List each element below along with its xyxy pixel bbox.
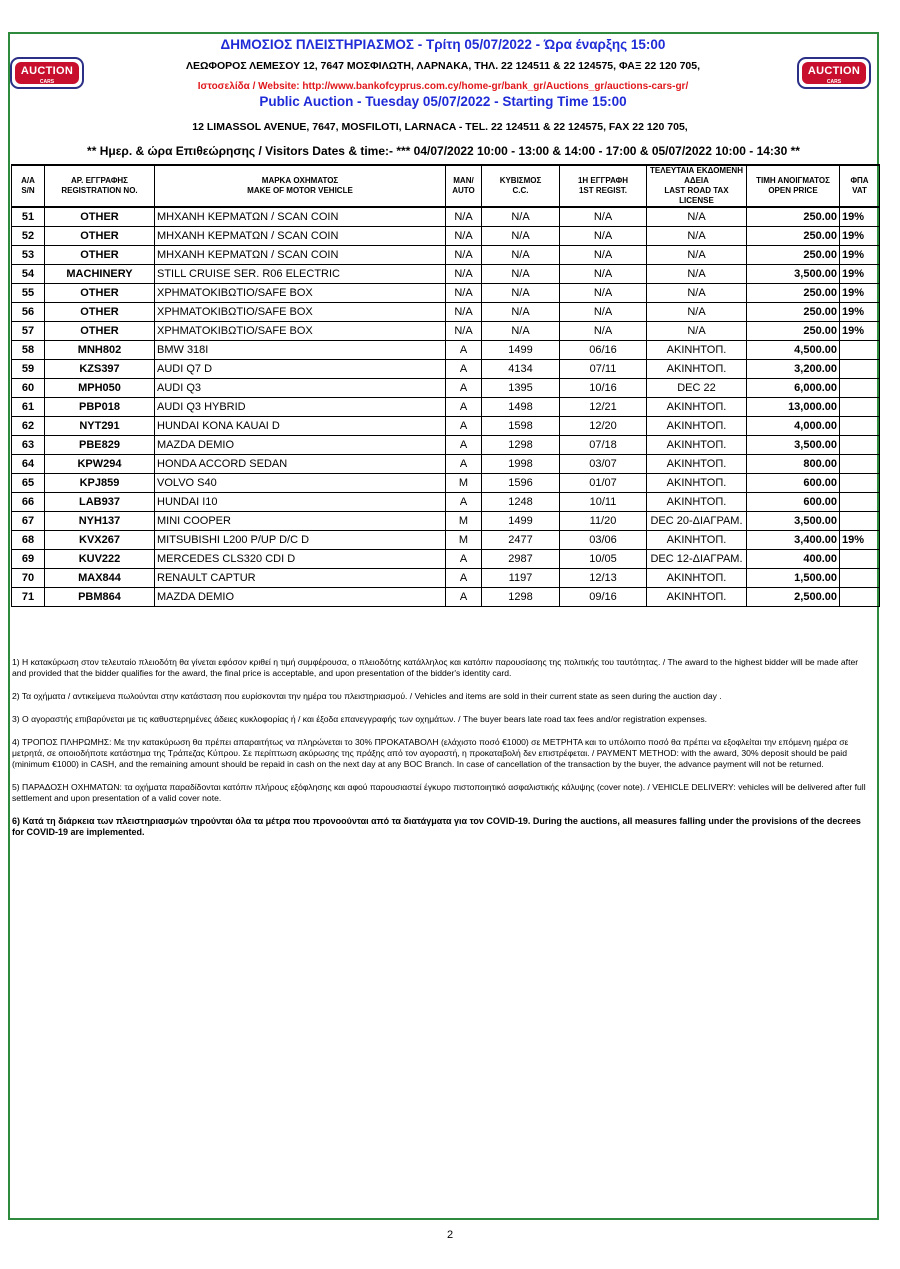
cell-make: RENAULT CAPTUR xyxy=(155,569,446,588)
cell-transmission: N/A xyxy=(446,303,482,322)
cell-open-price: 1,500.00 xyxy=(747,569,840,588)
header-registration: ΑΡ. ΕΓΓΡΑΦΗΣ REGISTRATION NO. xyxy=(45,165,155,207)
table-row xyxy=(12,265,880,284)
cell-registration: MAX844 xyxy=(45,569,155,588)
cell-first-registration: 10/05 xyxy=(560,550,647,569)
table-row xyxy=(12,455,880,474)
cell-transmission: N/A xyxy=(446,322,482,341)
cell-open-price: 4,500.00 xyxy=(747,341,840,360)
cell-first-registration: 10/11 xyxy=(560,493,647,512)
cell-first-registration: N/A xyxy=(560,284,647,303)
cell-cc: 4134 xyxy=(482,360,560,379)
cell-transmission: N/A xyxy=(446,227,482,246)
cell-transmission: A xyxy=(446,588,482,607)
header-open-price: ΤΙΜΗ ΑΝΟΙΓΜΑΤΟΣ OPEN PRICE xyxy=(747,165,840,207)
cell-registration: MNH802 xyxy=(45,341,155,360)
cell-registration: MACHINERY xyxy=(45,265,155,284)
cell-road-tax: N/A xyxy=(647,207,747,227)
note-3: 3) Ο αγοραστής επιβαρύνεται με τις καθυστερημένες άδειες κυκλοφορίας ή / και έξοδα επανεγγραφής των οχημάτων. / The buyer bears late road tax fees and/or registration expenses. xyxy=(12,714,708,724)
cell-make: ΜΗΧΑΝΗ ΚΕΡΜΑΤΩΝ / SCAN COIN xyxy=(155,227,446,246)
cell-registration: KPW294 xyxy=(45,455,155,474)
visitors-dates: ** Ημερ. & ώρα Επιθεώρησης / Visitors Dates & time:- *** 04/07/2022 10:00 - 13:00 & 14:00 - 17:00 & 05/07/2022 10:00 - 14:30 ** xyxy=(87,144,800,158)
cell-cc: 1298 xyxy=(482,436,560,455)
cell-first-registration: N/A xyxy=(560,207,647,227)
cell-registration: OTHER xyxy=(45,207,155,227)
cell-road-tax: ΑΚΙΝΗΤΟΠ. xyxy=(647,455,747,474)
terms-notes xyxy=(12,657,868,850)
cell-transmission: N/A xyxy=(446,284,482,303)
table-row xyxy=(12,436,880,455)
cell-transmission: M xyxy=(446,512,482,531)
cell-transmission: N/A xyxy=(446,246,482,265)
cell-transmission: A xyxy=(446,493,482,512)
cell-road-tax: ΑΚΙΝΗΤΟΠ. xyxy=(647,569,747,588)
cell-vat xyxy=(840,455,880,474)
cell-sn: 64 xyxy=(12,455,45,474)
cell-make: HUNDAI I10 xyxy=(155,493,446,512)
cell-transmission: M xyxy=(446,531,482,550)
page-number: 2 xyxy=(446,1229,454,1241)
cell-cc: 1596 xyxy=(482,474,560,493)
cell-sn: 68 xyxy=(12,531,45,550)
cell-first-registration: 01/07 xyxy=(560,474,647,493)
cell-registration: PBP018 xyxy=(45,398,155,417)
cell-open-price: 250.00 xyxy=(747,303,840,322)
cell-transmission: M xyxy=(446,474,482,493)
cell-transmission: A xyxy=(446,550,482,569)
cell-road-tax: DEC 20-ΔΙΑΓΡΑΜ. xyxy=(647,512,747,531)
cell-road-tax: ΑΚΙΝΗΤΟΠ. xyxy=(647,588,747,607)
cell-registration: OTHER xyxy=(45,246,155,265)
cell-cc: N/A xyxy=(482,207,560,227)
cell-registration: OTHER xyxy=(45,284,155,303)
cell-first-registration: 12/21 xyxy=(560,398,647,417)
cell-vat: 19% xyxy=(840,265,880,284)
cell-transmission: A xyxy=(446,341,482,360)
cell-open-price: 2,500.00 xyxy=(747,588,840,607)
cell-open-price: 600.00 xyxy=(747,493,840,512)
cell-make: HONDA ACCORD SEDAN xyxy=(155,455,446,474)
cell-open-price: 250.00 xyxy=(747,207,840,227)
cell-open-price: 600.00 xyxy=(747,474,840,493)
cell-sn: 53 xyxy=(12,246,45,265)
cell-cc: 2477 xyxy=(482,531,560,550)
cell-vat xyxy=(840,379,880,398)
cell-first-registration: N/A xyxy=(560,322,647,341)
cell-transmission: N/A xyxy=(446,265,482,284)
cell-cc: 1598 xyxy=(482,417,560,436)
cell-road-tax: ΑΚΙΝΗΤΟΠ. xyxy=(647,398,747,417)
logo-subword: CARS xyxy=(39,79,55,85)
cell-make: STILL CRUISE SER. R06 ELECTRIC xyxy=(155,265,446,284)
cell-sn: 55 xyxy=(12,284,45,303)
cell-transmission: A xyxy=(446,398,482,417)
cell-make: ΜΗΧΑΝΗ ΚΕΡΜΑΤΩΝ / SCAN COIN xyxy=(155,207,446,227)
cell-sn: 62 xyxy=(12,417,45,436)
table-body xyxy=(12,207,880,607)
cell-sn: 71 xyxy=(12,588,45,607)
cell-first-registration: N/A xyxy=(560,303,647,322)
cell-cc: 1197 xyxy=(482,569,560,588)
header-first-registration: 1Η ΕΓΓΡΑΦΗ 1ST REGIST. xyxy=(560,165,647,207)
cell-make: MINI COOPER xyxy=(155,512,446,531)
cell-make: HUNDAI KONA KAUAI D xyxy=(155,417,446,436)
cell-registration: OTHER xyxy=(45,322,155,341)
auction-cars-logo xyxy=(797,57,871,89)
cell-vat xyxy=(840,569,880,588)
cell-first-registration: 07/11 xyxy=(560,360,647,379)
table-row xyxy=(12,322,880,341)
cell-transmission: A xyxy=(446,569,482,588)
cell-cc: N/A xyxy=(482,265,560,284)
header-make: ΜΑΡΚΑ ΟΧΗΜΑΤΟΣ MAKE OF MOTOR VEHICLE xyxy=(155,165,446,207)
cell-first-registration: 11/20 xyxy=(560,512,647,531)
cell-make: MERCEDES CLS320 CDI D xyxy=(155,550,446,569)
cell-sn: 52 xyxy=(12,227,45,246)
cell-cc: N/A xyxy=(482,303,560,322)
cell-open-price: 250.00 xyxy=(747,246,840,265)
cell-cc: 1248 xyxy=(482,493,560,512)
header-transmission: MAN/ AUTO xyxy=(446,165,482,207)
cell-vat xyxy=(840,436,880,455)
table-row xyxy=(12,588,880,607)
cell-sn: 56 xyxy=(12,303,45,322)
table-row xyxy=(12,417,880,436)
cell-transmission: A xyxy=(446,379,482,398)
cell-vat xyxy=(840,474,880,493)
title-greek: ΔΗΜΟΣΙΟΣ ΠΛΕΙΣΤΗΡΙΑΣΜΟΣ - Τρίτη 05/07/2022 - Ώρα έναρξης 15:00 xyxy=(220,37,666,52)
cell-vat: 19% xyxy=(840,207,880,227)
cell-registration: MPH050 xyxy=(45,379,155,398)
cell-road-tax: N/A xyxy=(647,246,747,265)
cell-registration: PBM864 xyxy=(45,588,155,607)
cell-vat xyxy=(840,360,880,379)
cell-transmission: N/A xyxy=(446,207,482,227)
cell-first-registration: 10/16 xyxy=(560,379,647,398)
cell-first-registration: 03/06 xyxy=(560,531,647,550)
cell-sn: 65 xyxy=(12,474,45,493)
cell-open-price: 800.00 xyxy=(747,455,840,474)
note-6: 6) Κατά τη διάρκεια των πλειστηριασμών τηρούνται όλα τα μέτρα που προνοούνται από τα διατάγματα για τον COVID-19. During the auctions, all measures falling under the provisions of the decrees for COVID-19 are implemented. xyxy=(12,816,861,837)
cell-first-registration: 07/18 xyxy=(560,436,647,455)
cell-road-tax: ΑΚΙΝΗΤΟΠ. xyxy=(647,341,747,360)
cell-cc: N/A xyxy=(482,284,560,303)
cell-road-tax: ΑΚΙΝΗΤΟΠ. xyxy=(647,436,747,455)
cell-vat xyxy=(840,493,880,512)
cell-vat: 19% xyxy=(840,284,880,303)
auction-lots-table xyxy=(11,164,880,607)
cell-road-tax: DEC 12-ΔΙΑΓΡΑΜ. xyxy=(647,550,747,569)
cell-make: AUDI Q7 D xyxy=(155,360,446,379)
table-row xyxy=(12,303,880,322)
cell-cc: 2987 xyxy=(482,550,560,569)
cell-open-price: 3,500.00 xyxy=(747,436,840,455)
cell-sn: 57 xyxy=(12,322,45,341)
cell-road-tax: N/A xyxy=(647,284,747,303)
cell-vat: 19% xyxy=(840,246,880,265)
header-vat: ΦΠΑ VAT xyxy=(840,165,880,207)
cell-cc: 1998 xyxy=(482,455,560,474)
cell-registration: OTHER xyxy=(45,227,155,246)
cell-vat xyxy=(840,398,880,417)
cell-sn: 69 xyxy=(12,550,45,569)
table-row xyxy=(12,379,880,398)
cell-open-price: 3,400.00 xyxy=(747,531,840,550)
cell-first-registration: 12/13 xyxy=(560,569,647,588)
cell-transmission: A xyxy=(446,417,482,436)
cell-cc: 1498 xyxy=(482,398,560,417)
table-row xyxy=(12,512,880,531)
cell-registration: PBE829 xyxy=(45,436,155,455)
cell-first-registration: 03/07 xyxy=(560,455,647,474)
cell-make: ΜΗΧΑΝΗ ΚΕΡΜΑΤΩΝ / SCAN COIN xyxy=(155,246,446,265)
cell-cc: 1499 xyxy=(482,512,560,531)
table-row xyxy=(12,398,880,417)
cell-open-price: 250.00 xyxy=(747,322,840,341)
cell-transmission: A xyxy=(446,455,482,474)
cell-open-price: 4,000.00 xyxy=(747,417,840,436)
table-row xyxy=(12,207,880,227)
table-row xyxy=(12,341,880,360)
cell-first-registration: 06/16 xyxy=(560,341,647,360)
cell-sn: 61 xyxy=(12,398,45,417)
cell-open-price: 400.00 xyxy=(747,550,840,569)
cell-make: ΧΡΗΜΑΤΟΚΙΒΩΤΙΟ/SAFE BOX xyxy=(155,303,446,322)
address-english: 12 LIMASSOL AVENUE, 7647, MOSFILOTI, LARNACA - TEL. 22 124511 & 22 124575, FAX 22 120 705, xyxy=(192,121,688,133)
cell-cc: N/A xyxy=(482,227,560,246)
note-1: 1) Η κατακύρωση στον τελευταίο πλειοδότη θα γίνεται εφόσον κριθεί η τιμή συμφέρουσα, ο πλειοδότης κατάλληλος και κατόπιν παρουσίασης της πολιτικής του ταυτότητας. / The award to the highest bidder will be made after and provided that the bidder qualifies for the award, the final price is acceptable, and upon presentation of the bidder's identity card. xyxy=(12,657,859,678)
cell-sn: 63 xyxy=(12,436,45,455)
cell-first-registration: N/A xyxy=(560,265,647,284)
address-greek: ΛΕΩΦΟΡΟΣ ΛΕΜΕΣΟΥ 12, 7647 ΜΟΣΦΙΛΩΤΗ, ΛΑΡΝΑΚΑ, ΤΗΛ. 22 124511 & 22 124575, ΦΑΞ 22 120 705, xyxy=(185,60,701,72)
cell-transmission: A xyxy=(446,360,482,379)
cell-make: VOLVO S40 xyxy=(155,474,446,493)
cell-vat xyxy=(840,512,880,531)
table-row xyxy=(12,360,880,379)
cell-vat xyxy=(840,341,880,360)
cell-first-registration: N/A xyxy=(560,246,647,265)
cell-registration: KPJ859 xyxy=(45,474,155,493)
cell-sn: 58 xyxy=(12,341,45,360)
cell-registration: KVX267 xyxy=(45,531,155,550)
title-english: Public Auction - Tuesday 05/07/2022 - Starting Time 15:00 xyxy=(259,94,627,109)
cell-vat xyxy=(840,550,880,569)
cell-cc: 1298 xyxy=(482,588,560,607)
cell-vat: 19% xyxy=(840,322,880,341)
table-row xyxy=(12,531,880,550)
logo-word: AUCTION xyxy=(20,65,74,77)
cell-make: AUDI Q3 HYBRID xyxy=(155,398,446,417)
cell-vat xyxy=(840,588,880,607)
cell-cc: 1499 xyxy=(482,341,560,360)
cell-cc: N/A xyxy=(482,322,560,341)
cell-sn: 54 xyxy=(12,265,45,284)
table-row xyxy=(12,227,880,246)
cell-vat: 19% xyxy=(840,531,880,550)
cell-vat: 19% xyxy=(840,227,880,246)
auction-cars-logo xyxy=(10,57,84,89)
cell-road-tax: ΑΚΙΝΗΤΟΠ. xyxy=(647,360,747,379)
note-2: 2) Τα οχήματα / αντικείμενα πωλούνται στην κατάσταση που ευρίσκονται την ημέρα του πλειστηριασμού. / Vehicles and items are sold in their current state as seen during the auction day . xyxy=(12,691,722,701)
table-row xyxy=(12,474,880,493)
header-sn: Α/Α S/N xyxy=(12,165,45,207)
cell-road-tax: ΑΚΙΝΗΤΟΠ. xyxy=(647,417,747,436)
cell-open-price: 13,000.00 xyxy=(747,398,840,417)
cell-cc: 1395 xyxy=(482,379,560,398)
cell-cc: N/A xyxy=(482,246,560,265)
table-row xyxy=(12,550,880,569)
website-link[interactable]: Ιστοσελίδα / Website: http://www.bankofcyprus.com.cy/home-gr/bank_gr/Auctions_gr/auctions-cars-gr/ xyxy=(197,81,689,92)
table-row xyxy=(12,493,880,512)
table-row xyxy=(12,569,880,588)
cell-sn: 67 xyxy=(12,512,45,531)
header-cc: ΚΥΒΙΣΜΟΣ C.C. xyxy=(482,165,560,207)
cell-road-tax: ΑΚΙΝΗΤΟΠ. xyxy=(647,474,747,493)
cell-first-registration: 09/16 xyxy=(560,588,647,607)
cell-road-tax: N/A xyxy=(647,322,747,341)
cell-registration: KUV222 xyxy=(45,550,155,569)
table-row xyxy=(12,284,880,303)
cell-road-tax: N/A xyxy=(647,303,747,322)
cell-open-price: 3,500.00 xyxy=(747,512,840,531)
cell-sn: 59 xyxy=(12,360,45,379)
cell-registration: LAB937 xyxy=(45,493,155,512)
cell-road-tax: N/A xyxy=(647,265,747,284)
cell-registration: NYH137 xyxy=(45,512,155,531)
cell-make: ΧΡΗΜΑΤΟΚΙΒΩΤΙΟ/SAFE BOX xyxy=(155,284,446,303)
note-5: 5) ΠΑΡΑΔΟΣΗ ΟΧΗΜΑΤΩΝ: τα οχήματα παραδίδονται κατόπιν πλήρους εξόφλησης και αφού παρουσιαστεί έγκυρο πιστοποιητικό ασφαλιστικής κάλυψης (cover note). / VEHICLE DELIVERY: vehicles will be delivered after full settlement and upon presentation of a valid cover note. xyxy=(12,782,866,803)
cell-open-price: 3,500.00 xyxy=(747,265,840,284)
cell-make: MITSUBISHI L200 P/UP D/C D xyxy=(155,531,446,550)
cell-make: BMW 318I xyxy=(155,341,446,360)
cell-registration: NYT291 xyxy=(45,417,155,436)
cell-registration: OTHER xyxy=(45,303,155,322)
cell-road-tax: ΑΚΙΝΗΤΟΠ. xyxy=(647,531,747,550)
cell-make: AUDI Q3 xyxy=(155,379,446,398)
cell-make: ΧΡΗΜΑΤΟΚΙΒΩΤΙΟ/SAFE BOX xyxy=(155,322,446,341)
table-row xyxy=(12,246,880,265)
cell-vat: 19% xyxy=(840,303,880,322)
cell-road-tax: ΑΚΙΝΗΤΟΠ. xyxy=(647,493,747,512)
header-road-tax: ΤΕΛΕΥΤΑΙΑ ΕΚΔΟΜΕΝΗ ΑΔΕΙΑ LAST ROAD TAX LICENSE xyxy=(647,165,747,207)
cell-road-tax: N/A xyxy=(647,227,747,246)
cell-vat xyxy=(840,417,880,436)
cell-open-price: 250.00 xyxy=(747,227,840,246)
cell-sn: 60 xyxy=(12,379,45,398)
logo-word: AUCTION xyxy=(807,65,861,77)
cell-first-registration: N/A xyxy=(560,227,647,246)
cell-first-registration: 12/20 xyxy=(560,417,647,436)
table-header-row xyxy=(12,165,880,207)
logo-subword: CARS xyxy=(826,79,842,85)
cell-sn: 70 xyxy=(12,569,45,588)
cell-open-price: 6,000.00 xyxy=(747,379,840,398)
cell-transmission: A xyxy=(446,436,482,455)
cell-make: MAZDA DEMIO xyxy=(155,588,446,607)
cell-make: MAZDA DEMIO xyxy=(155,436,446,455)
cell-sn: 51 xyxy=(12,207,45,227)
note-4: 4) ΤΡΟΠΟΣ ΠΛΗΡΩΜΗΣ: Με την κατακύρωση θα πρέπει απαραιτήτως να πληρώνεται το 30% ΠΡΟΚΑΤΑΒΟΛΗ (ελάχιστο ποσό €1000) σε ΜΕΤΡΗΤΑ και το υπόλοιπο ποσό θα πρέπει να εξοφλείται την επόμενη ημέρα σε μετρητά, σε οποιοδήποτε κατάστημα της Τράπεζας Κύπρου. Σε περίπτωση ακύρωσης της πράξης από τον αγοραστή, η προκαταβολή δεν επιστρέφεται. / PAYMENT METHOD: with the award, 30% deposit should be paid (minimum €1000) in CASH, and the remaining amount should be repaid in cash on the next day at any BOC Branch. In case of cancellation of the transaction by the buyer, the advance payment will not be returned. xyxy=(12,737,849,769)
cell-open-price: 3,200.00 xyxy=(747,360,840,379)
cell-registration: KZS397 xyxy=(45,360,155,379)
cell-sn: 66 xyxy=(12,493,45,512)
cell-road-tax: DEC 22 xyxy=(647,379,747,398)
cell-open-price: 250.00 xyxy=(747,284,840,303)
